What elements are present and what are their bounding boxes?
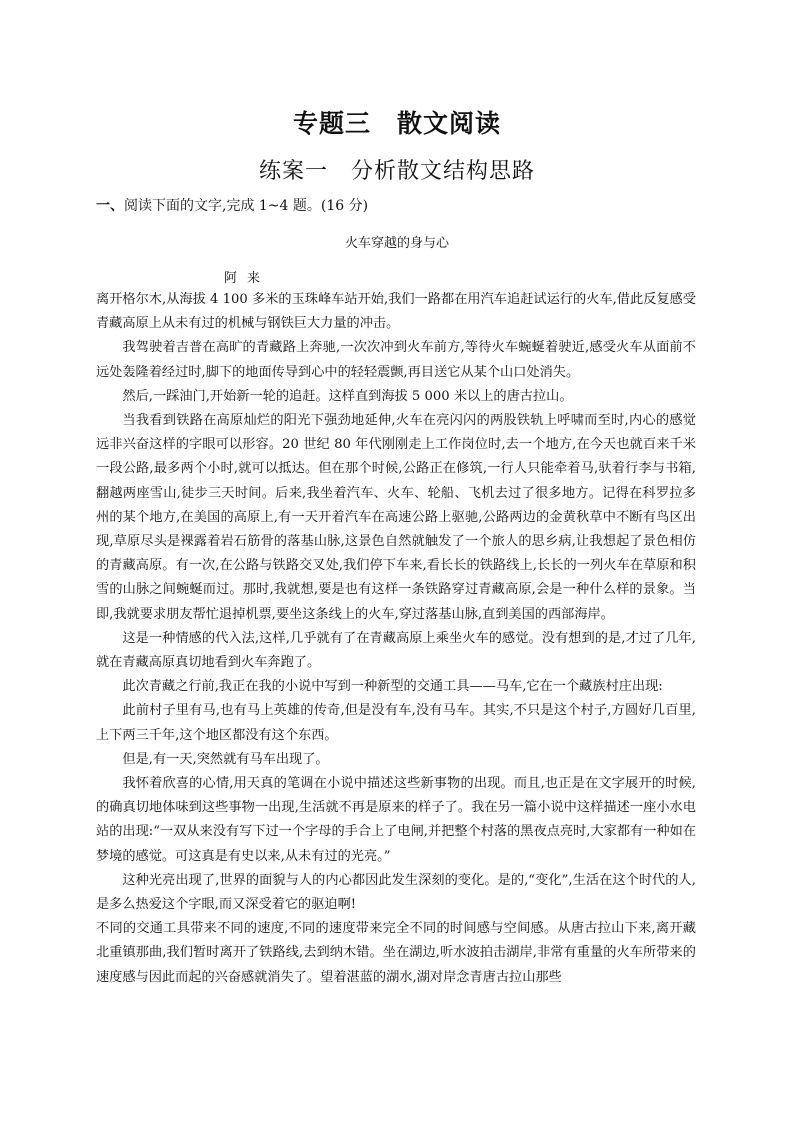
- article-author: 阿来: [224, 271, 271, 286]
- article-paragraph: 这是一种情感的代入法,这样,几乎就有了在青藏高原上乘坐火车的感觉。没有想到的是,才过了几年,就在青藏高原真切地看到火车奔跑了。: [96, 630, 696, 671]
- page-title: 专题三 散文阅读: [292, 109, 501, 138]
- article-paragraph: 然后,一踩油门,开始新一轮的追赶。这样直到海拔 5 000 米以上的唐古拉山。: [122, 388, 573, 404]
- article-paragraph: 不同的交通工具带来不同的速度,不同的速度带来完全不同的时间感与空间感。从唐古拉山下来,离开藏北重镇那曲,我们暂时离开了铁路线,去到纳木错。坐在湖边,听水波拍击湖岸,非常有重量的火车所带来的速度感与因此而起的兴奋感就消失了。望着湛蓝的湖水,湖对岸念青唐古拉山那些: [96, 921, 696, 985]
- article-paragraph: 此次青藏之行前,我正在我的小说中写到一种新型的交通工具——马车,它在一个藏族村庄出现:: [122, 679, 663, 695]
- article-paragraph: 离开格尔木,从海拔 4 100 多米的玉珠峰车站开始,我们一路都在用汽车追赶试运行的火车,借此反复感受青藏高原上从未有过的机械与钢铁巨大力量的冲击。: [96, 292, 696, 332]
- question-number: 一、: [96, 198, 124, 214]
- article-title: 火车穿越的身与心: [344, 236, 449, 251]
- question-text: 阅读下面的文字,完成 1~4 题。(16 分): [124, 198, 369, 214]
- article-paragraph: 这种光亮出现了,世界的面貌与人的内心都因此发生深刻的变化。是的,“变化”,生活在这个时代的人,是多么热爱这个字眼,而又深受着它的驱迫啊!: [96, 872, 696, 913]
- page-subtitle: 练案一 分析散文结构思路: [258, 159, 535, 184]
- article-paragraph: 当我看到铁路在高原灿烂的阳光下强劲地延伸,火车在亮闪闪的两股铁轨上呼啸而至时,内心的感觉远非兴奋这样的字眼可以形容。20 世纪 80 年代刚刚走上工作岗位时,去一个地方,在今天也就百来千米一段公路,最多两个小时,就可以抵达。但在那个时候,公路正在修筑,一行人只能牵着马,驮着行李与书箱,翻越两座雪山,徒步三天时间。后来,我坐着汽车、火车、轮船、飞机去过了很多地方。记得在科罗拉多州的某个地方,在美国的高原上,有一天开着汽车在高速公路上驱驰,公路两边的金黄秋草中不断有鸟区出现,草原尽头是裸露着岩石筋骨的落基山脉,这景色自然就触发了一个旅人的思乡病,让我想起了景色相仿的青藏高原。有一次,在公路与铁路交叉处,我们停下车来,看长长的铁路线上,长长的一列火车在草原和积雪的山脉之间蜿蜒而过。那时,我就想,要是也有这样一条铁路穿过青藏高原,会是一种什么样的景象。当即,我就要求朋友帮忙退掉机票,要坐这条线上的火车,穿过落基山脉,直到美国的西部海岸。: [96, 413, 696, 622]
- article-paragraph: 我怀着欣喜的心情,用天真的笔调在小说中描述这些新事物的出现。而且,也正是在文字展开的时候,的确真切地体味到这些事物一出现,生活就不再是原来的样子了。我在另一篇小说中这样描述一座小水电站的出现:“一双从来没有写下过一个字母的手合上了电闸,并把整个村落的黑夜点亮时,大家都有一种如在梦境的感觉。可这真是有史以来,从未有过的光亮。”: [96, 776, 696, 864]
- article-paragraph: 此前村子里有马,也有马上英雄的传奇,但是没有车,没有马车。其实,不只是这个村子,方圆好几百里,上下两三千年,这个地区都没有这个东西。: [96, 703, 696, 743]
- article-paragraph: 我驾驶着吉普在高旷的青藏路上奔驰,一次次冲到火车前方,等待火车蜿蜒着驶近,感受火车从面前不远处轰隆着经过时,脚下的地面传导到心中的轻轻震颤,再目送它从某个山口处消失。: [96, 340, 696, 380]
- article-paragraph: 但是,有一天,突然就有马车出现了。: [122, 751, 329, 767]
- article-body: [96, 288, 696, 990]
- question-prompt: [96, 197, 368, 215]
